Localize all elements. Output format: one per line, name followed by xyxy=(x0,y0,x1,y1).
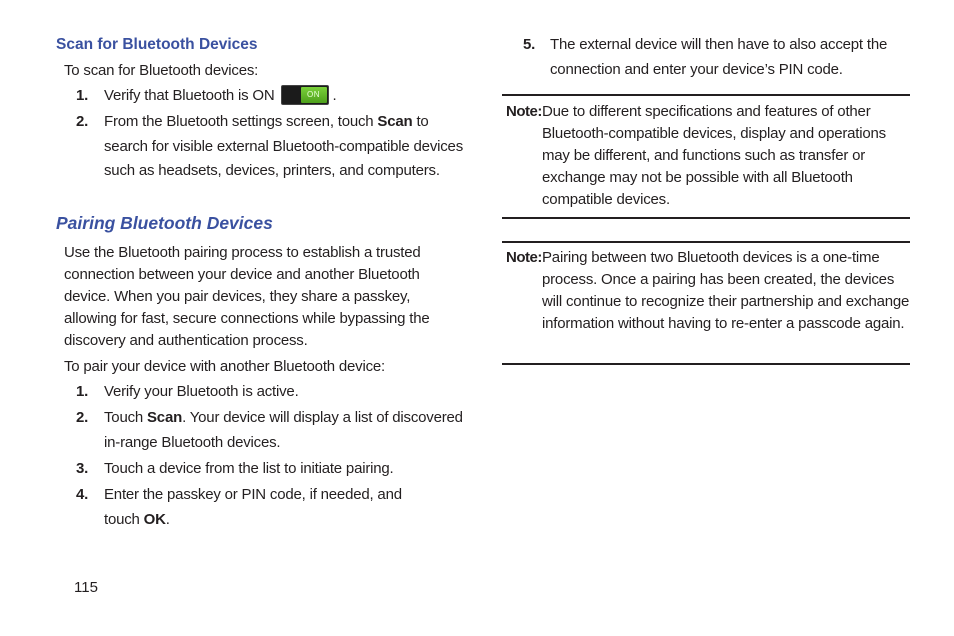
scan-keyword: Scan xyxy=(147,409,183,426)
scan-intro: To scan for Bluetooth devices: xyxy=(64,62,259,79)
step-text: Touch a device from the list to initiate pairing. xyxy=(104,460,394,477)
step-text-part: Touch xyxy=(104,409,147,426)
step-number: 4. xyxy=(76,486,89,503)
note-text: Pairing between two Bluetooth devices is a one-time process. Once a pairing has been created, the devices will continue to recognize their partnership and exchange information without having to re-enter a passcode again. xyxy=(542,249,910,332)
note-rule-top xyxy=(502,241,910,243)
bluetooth-toggle-icon xyxy=(281,85,329,105)
step-text-part: to search for visible external Bluetooth-compatible devices such as headsets, devices, printers, and computers. xyxy=(104,113,463,179)
step-text-part: . xyxy=(165,510,170,528)
step-number: 2. xyxy=(76,113,89,130)
step-number: 1. xyxy=(76,383,89,400)
step-text xyxy=(104,110,466,184)
step-text xyxy=(104,483,404,532)
toggle-on-label: ON xyxy=(301,87,327,103)
note-rule-top xyxy=(502,94,910,96)
step-text-part: . Your device will display a list of discovered in-range Bluetooth devices. xyxy=(104,409,463,451)
step-text-part: Verify that Bluetooth is ON xyxy=(104,87,275,104)
pairing-heading: Pairing Bluetooth Devices xyxy=(56,213,273,233)
step-text-part: Enter the passkey or PIN code, if needed, and touch xyxy=(104,486,402,528)
step-text: Verify your Bluetooth is active. xyxy=(104,383,299,400)
scan-keyword: Scan xyxy=(377,113,413,130)
step-number: 5. xyxy=(523,36,536,53)
page-number: 115 xyxy=(74,579,98,596)
scan-heading: Scan for Bluetooth Devices xyxy=(56,36,258,53)
step-text-part: . xyxy=(332,87,337,104)
note-rule-bottom xyxy=(502,217,910,219)
pairing-intro: To pair your device with another Bluetooth device: xyxy=(64,358,386,375)
note-label: Note: xyxy=(506,103,542,120)
pairing-description: Use the Bluetooth pairing process to establish a trusted connection between your device and another Bluetooth device. When you pair devices, they share a passkey, allowing for fast, secure connections while bypassing the discovery and authentication process. xyxy=(64,244,430,349)
step-text xyxy=(104,84,466,109)
step-number: 1. xyxy=(76,87,89,104)
note-label: Note: xyxy=(506,249,542,266)
step-text: The external device will then have to also accept the connection and enter your device’s PIN code. xyxy=(550,36,888,78)
step-text xyxy=(104,406,466,455)
note-text: Due to different specifications and features of other Bluetooth-compatible devices, display and operations may be different, and functions such as transfer or exchange may not be possible with all Bluetooth compatible devices. xyxy=(542,103,886,208)
note-rule-bottom xyxy=(502,363,910,365)
step-number: 3. xyxy=(76,460,89,477)
step-number: 2. xyxy=(76,409,89,426)
step-text-part: From the Bluetooth settings screen, touch xyxy=(104,113,378,130)
ok-keyword: OK xyxy=(143,510,166,528)
